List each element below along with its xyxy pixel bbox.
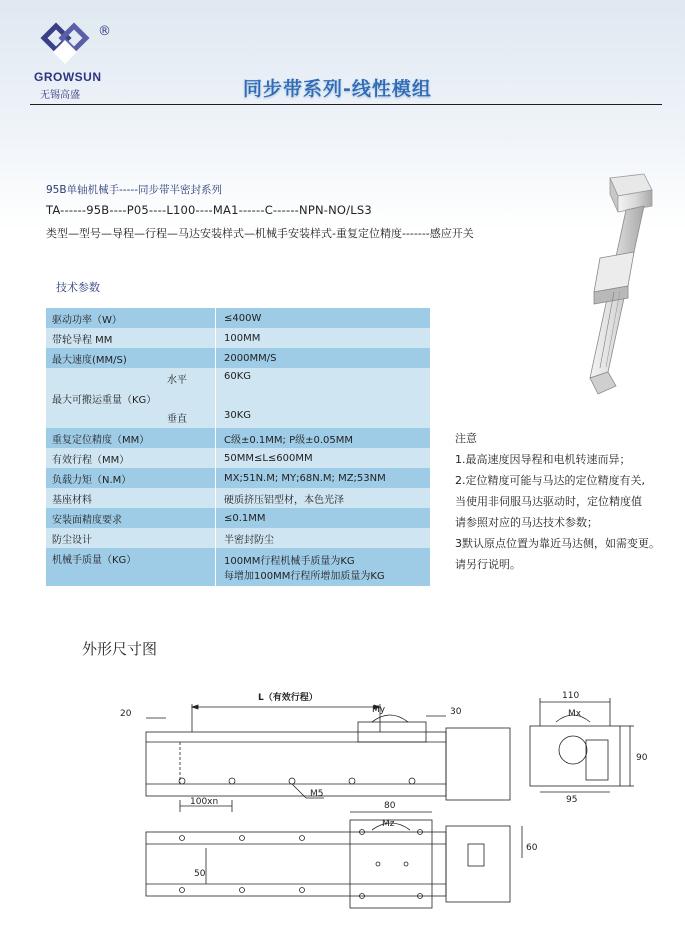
spec-row <box>46 368 430 429</box>
spec-value: ≤0.1MM <box>216 508 430 528</box>
spec-row <box>46 448 430 469</box>
spec-label: 负载力矩（N.M） <box>46 468 216 488</box>
spec-label-cell <box>46 368 216 428</box>
note-line: 2.定位精度可能与马达的定位精度有关, <box>455 474 645 487</box>
spec-row <box>46 348 430 369</box>
moment-label-mz: Mz <box>382 819 395 829</box>
spec-value: 2000MM/S <box>216 348 430 368</box>
linear-module-product-image <box>548 172 668 408</box>
note-line: 请参照对应的马达技术参数； <box>455 516 598 529</box>
top-view-body <box>146 832 446 896</box>
brand-name-cn: 无锡高盛 <box>40 90 80 101</box>
dim-label-95: 95 <box>566 795 578 805</box>
dim-label-110: 110 <box>562 691 580 701</box>
spec-value: 100MM行程机械手质量为KG <box>224 556 355 567</box>
spec-label: 重复定位精度（MM） <box>46 428 216 448</box>
dimension-drawing <box>110 680 650 930</box>
motor-top <box>446 826 510 902</box>
moment-label-my: My <box>372 705 386 715</box>
spec-sublabel-vertical: 垂直 <box>167 414 187 425</box>
model-code: TA------95B----P05----L100----MA1------C------NPN-NO/LS3 <box>46 203 372 217</box>
dim-label-20: 20 <box>120 709 132 719</box>
spec-value: 硬质挤压铝型材，本色光泽 <box>216 488 430 508</box>
page-title: 同步带系列-线性模组 <box>243 78 432 100</box>
spec-sublabel-horizontal: 水平 <box>167 375 187 386</box>
dim-label-30: 30 <box>450 707 462 717</box>
spec-row <box>46 308 430 329</box>
note-line: 当使用非伺服马达驱动时，定位精度值 <box>455 495 642 508</box>
spec-label: 驱动功率（W） <box>46 308 216 328</box>
dim-label-90: 90 <box>636 753 648 763</box>
motor-block <box>446 728 510 800</box>
spec-value-extra: 每增加100MM行程所增加质量为KG <box>224 571 385 582</box>
note-line: 3默认原点位置为靠近马达侧，如需变更。 <box>455 537 660 550</box>
spec-section-title: 技术参数 <box>56 281 100 294</box>
spec-value-vertical: 30KG <box>224 410 252 421</box>
notes-heading: 注意 <box>455 432 477 445</box>
dim-label-60: 60 <box>526 843 538 853</box>
side-view-body <box>146 732 446 796</box>
spec-row <box>46 548 430 587</box>
end-view-body <box>530 726 620 786</box>
spec-label: 防尘设计 <box>46 528 216 548</box>
spec-value-cell <box>216 368 430 428</box>
brand-name: GROWSUN <box>34 70 102 84</box>
spec-value: 半密封防尘 <box>216 528 430 548</box>
dim-label-50: 50 <box>194 869 206 879</box>
spec-value: ≤400W <box>216 308 430 328</box>
dimension-drawing-title: 外形尺寸图 <box>82 640 158 658</box>
spec-label: 基座材料 <box>46 488 216 508</box>
spec-value: 50MM≤L≤600MM <box>216 448 430 468</box>
carriage-top <box>350 820 432 908</box>
spec-row <box>46 508 430 529</box>
spec-row <box>46 428 430 449</box>
spec-value: 100MM <box>216 328 430 348</box>
dim-label-pitch: 100xn <box>190 797 219 807</box>
spec-row <box>46 488 430 509</box>
header-rule <box>30 104 662 105</box>
spec-row <box>46 328 430 349</box>
spec-value: MX;51N.M; MY;68N.M; MZ;53NM <box>216 468 430 488</box>
registered-mark: ® <box>98 24 111 39</box>
dim-label-80: 80 <box>384 801 396 811</box>
spec-row <box>46 468 430 489</box>
note-line: 1.最高速度因导程和电机转速而异； <box>455 453 631 466</box>
note-line: 请另行说明。 <box>455 558 521 571</box>
spec-value: C级±0.1MM; P级±0.05MM <box>216 428 430 448</box>
series-name: 95B单轴机械手-----同步带半密封系列 <box>46 184 223 196</box>
dim-label-L: L（有效行程） <box>258 693 318 703</box>
moment-label-mx: Mx <box>568 709 582 719</box>
spec-label: 有效行程（MM） <box>46 448 216 468</box>
spec-value-horizontal: 60KG <box>224 371 252 382</box>
model-code-legend: 类型—型号—导程—行程—马达安装样式—机械手安装样式-重复定位精度-------感应开关 <box>46 227 474 240</box>
notes-panel <box>455 428 680 575</box>
spec-row <box>46 528 430 549</box>
spec-label: 安装面精度要求 <box>46 508 216 528</box>
spec-label: 最大速度(MM/S) <box>46 348 216 368</box>
dim-label-m5: M5 <box>310 789 324 799</box>
spec-label: 最大可搬运重量（KG） <box>52 394 157 406</box>
spec-label: 带轮导程 MM <box>46 328 216 348</box>
spec-label: 机械手质量（KG） <box>46 548 216 586</box>
spec-value-cell <box>216 548 430 586</box>
